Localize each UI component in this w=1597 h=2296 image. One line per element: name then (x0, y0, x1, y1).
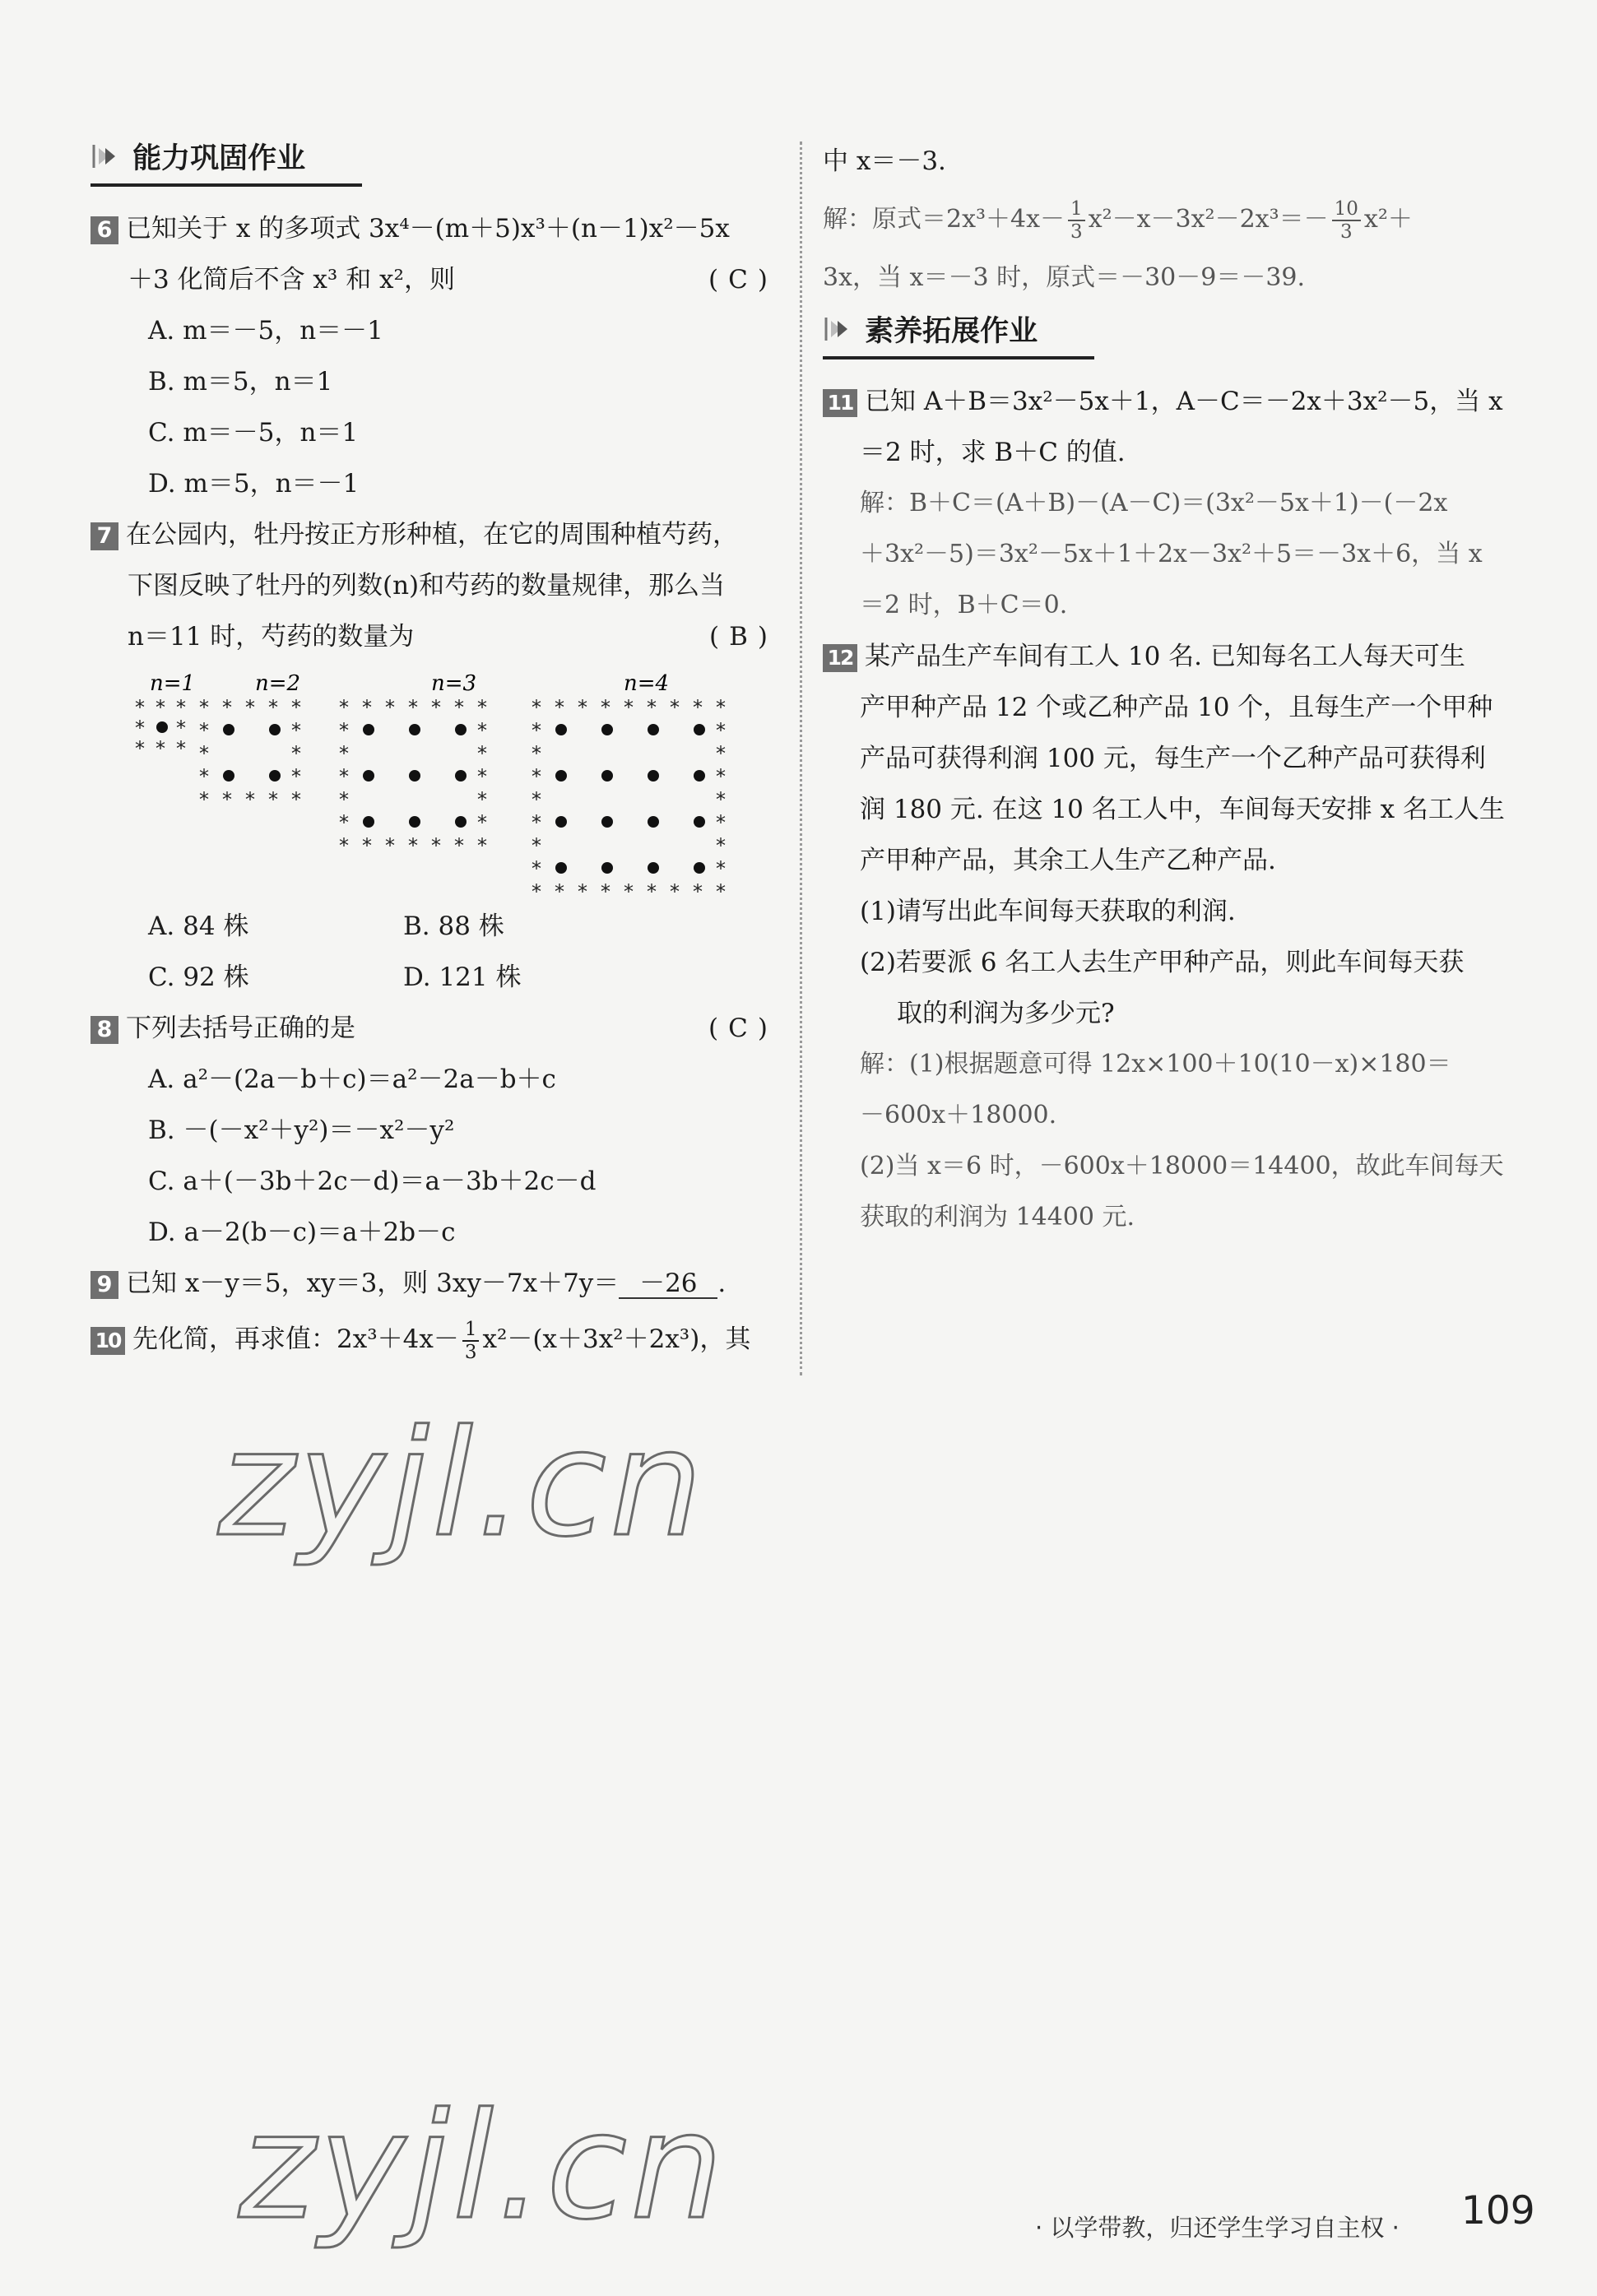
peony-dot (363, 770, 374, 782)
peony-herb-star: * (477, 719, 487, 742)
peony-dot (363, 724, 374, 735)
q6-option-a: A. m＝－5，n＝－1 (148, 316, 383, 346)
footer-motto: · 以学带教，归还学生学习自主权 · (1035, 2214, 1400, 2242)
peony-dot (648, 770, 659, 782)
peony-herb-star: * (532, 765, 541, 788)
peony-dot (555, 816, 567, 828)
q7-stem-line1: 7 在公园内，牡丹按正方形种植，在它的周围种植芍药， (91, 509, 778, 560)
arrow-icon (823, 313, 856, 346)
peony-herb-star: * (532, 696, 541, 719)
q7-option-c: C. 92 株 (148, 962, 249, 992)
peony-herb-star: * (222, 696, 232, 719)
q11-solution-line1: 解：B＋C＝(A＋B)－(A－C)＝(3x²－5x＋1)－(－2x (860, 489, 1448, 517)
peony-dot (156, 721, 168, 733)
peony-herb-star: * (199, 719, 209, 742)
peony-herb-star: * (532, 719, 541, 742)
peony-herb-star: * (362, 696, 372, 719)
peony-dot (648, 724, 659, 735)
q8-option-b: B. －(－x²＋y²)＝－x²－y² (148, 1116, 455, 1145)
q6-option-d: D. m＝5，n＝－1 (148, 469, 360, 499)
peony-herb-star: * (291, 696, 301, 719)
q12-stem-line5: 产甲种产品，其余工人生产乙种产品. (860, 846, 1276, 875)
section-title: 素养拓展作业 (865, 315, 1038, 348)
peony-herb-star: * (245, 696, 255, 719)
peony-herb-star: * (199, 696, 209, 719)
peony-herb-star: * (431, 834, 441, 857)
peony-dot (648, 862, 659, 874)
peony-herb-star: * (454, 696, 464, 719)
watermark: zyjl.cn (239, 2081, 727, 2252)
q12-solution-line2: －600x＋18000. (860, 1101, 1057, 1129)
peony-herb-star: * (339, 742, 349, 765)
watermark: zyjl.cn (218, 1398, 706, 1569)
q8-option-d: D. a－2(b－c)＝a＋2b－c (148, 1218, 456, 1247)
peony-dot (601, 816, 613, 828)
section-header-consolidation (91, 136, 778, 202)
q6-option-c: C. m＝－5，n＝1 (148, 418, 359, 448)
peony-dot (409, 724, 420, 735)
peony-herb-star: * (156, 696, 165, 719)
q11-stem-line1: 11 已知 A＋B＝3x²－5x＋1，A－C＝－2x＋3x²－5，当 x (823, 376, 1514, 427)
peony-dot (694, 862, 705, 874)
peony-herb-star: * (268, 788, 278, 811)
peony-herb-star: * (385, 696, 395, 719)
q12-part2-line1: (2)若要派 6 名工人去生产甲种产品，则此车间每天获 (860, 948, 1465, 977)
peony-herb-star: * (477, 765, 487, 788)
peony-dot (269, 770, 281, 782)
figure-label-n4: n=4 (624, 672, 670, 696)
peony-dot (555, 770, 567, 782)
peony-herb-star: * (339, 719, 349, 742)
peony-herb-star: * (555, 696, 564, 719)
q12-stem-line3: 产品可获得利润 100 元，每生产一个乙种产品可获得利 (860, 744, 1486, 773)
q12-part2-line2: 取的利润为多少元? (897, 999, 1115, 1028)
q7-option-d: D. 121 株 (403, 962, 522, 992)
peony-herb-star: * (339, 696, 349, 719)
q11-stem-line2: ＝2 时，求 B＋C 的值. (860, 438, 1126, 467)
q8-option-a: A. a²－(2a－b＋c)＝a²－2a－b＋c (148, 1065, 556, 1094)
peony-herb-star: * (624, 880, 634, 894)
peony-herb-star: * (716, 880, 726, 894)
peony-herb-star: * (222, 788, 232, 811)
question-number: 10 (91, 1327, 125, 1355)
peony-herb-star: * (362, 834, 372, 857)
peony-herb-star: * (408, 834, 418, 857)
q12-solution-line1: 解：(1)根据题意可得 12x×100＋10(10－x)×180＝ (860, 1050, 1451, 1078)
peony-herb-star: * (477, 834, 487, 857)
page-number: 109 (1461, 2188, 1535, 2233)
peony-herb-star: * (339, 765, 349, 788)
peony-herb-star: * (532, 880, 541, 894)
peony-herb-star: * (693, 880, 703, 894)
peony-herb-star: * (532, 788, 541, 811)
q9-stem: 9 已知 x－y＝5，xy＝3，则 3xy－7x＋7y＝ －26 . (91, 1258, 778, 1309)
figure-label-n2: n=2 (255, 672, 301, 696)
peony-herb-star: * (176, 717, 186, 740)
peony-herb-star: * (477, 788, 487, 811)
fraction: $\frac{10}{3}$ (1332, 198, 1361, 243)
peony-dot (455, 770, 467, 782)
left-column (91, 136, 778, 1370)
peony-dot (223, 724, 234, 735)
peony-dot (694, 770, 705, 782)
peony-herb-star: * (716, 742, 726, 765)
peony-herb-star: * (176, 696, 186, 719)
q7-stem-line2: 下图反映了牡丹的列数(n)和芍药的数量规律，那么当 (128, 571, 726, 601)
peony-dot (555, 724, 567, 735)
peony-dot (223, 770, 234, 782)
peony-dot (269, 724, 281, 735)
peony-herb-star: * (716, 834, 726, 857)
q12-stem-line1: 12 某产品生产车间有工人 10 名. 已知每名工人每天可生 (823, 631, 1514, 682)
q6-option-b: B. m＝5，n＝1 (148, 367, 333, 397)
peony-herb-star: * (624, 696, 634, 719)
peony-herb-star: * (135, 737, 145, 760)
q8-option-c: C. a＋(－3b＋2c－d)＝a－3b＋2c－d (148, 1167, 597, 1196)
peony-herb-star: * (555, 880, 564, 894)
peony-herb-star: * (339, 811, 349, 834)
peony-dot (555, 862, 567, 874)
peony-herb-star: * (245, 788, 255, 811)
peony-dot (601, 770, 613, 782)
q10-solution-line1: 解：原式＝2x³＋4x－ $\frac{1}{3}$ x²－x－3x²－2x³＝－ $\frac{10}{3}$ x²＋ (823, 198, 1413, 243)
peony-dot (648, 816, 659, 828)
peony-dot (363, 816, 374, 828)
question-number: 8 (91, 1016, 118, 1044)
column-divider (800, 141, 802, 1375)
q12-solution-line3: (2)当 x＝6 时，－600x＋18000＝14400，故此车间每天 (860, 1152, 1504, 1180)
peony-herb-star: * (716, 765, 726, 788)
section-header-extension (823, 308, 1514, 374)
peony-herb-star: * (176, 737, 186, 760)
peony-dot (455, 724, 467, 735)
q6-stem-line1: 6 已知关于 x 的多项式 3x⁴－(m＋5)x³＋(n－1)x²－5x (91, 203, 778, 254)
question-number: 11 (823, 389, 857, 417)
right-column (823, 136, 1514, 1243)
peony-dot (455, 816, 467, 828)
peony-herb-star: * (670, 696, 680, 719)
peony-herb-star: * (578, 696, 587, 719)
peony-herb-star: * (716, 857, 726, 880)
peony-herb-star: * (385, 834, 395, 857)
q10-solution-line2: 3x，当 x＝－3 时，原式＝－30－9＝－39. (823, 263, 1306, 292)
peony-herb-star: * (532, 834, 541, 857)
q7-stem-line3: n＝11 时，芍药的数量为 (B) (91, 611, 778, 662)
peony-dot (694, 724, 705, 735)
peony-herb-star: * (339, 788, 349, 811)
q12-part1: (1)请写出此车间每天获取的利润. (860, 897, 1236, 926)
arrow-icon (91, 140, 123, 173)
q7-options-row1 (91, 901, 778, 952)
fraction: $\frac{1}{3}$ (462, 1319, 480, 1363)
figure-label-n3: n=3 (431, 672, 477, 696)
peony-herb-star: * (291, 765, 301, 788)
peony-herb-star: * (431, 696, 441, 719)
peony-dot (694, 816, 705, 828)
peony-herb-star: * (135, 717, 145, 740)
peony-herb-star: * (532, 857, 541, 880)
q11-solution-line3: ＝2 时，B＋C＝0. (860, 591, 1068, 619)
peony-herb-star: * (578, 880, 587, 894)
q7-option-a: A. 84 株 (148, 911, 249, 941)
q12-solution-line4: 获取的利润为 14400 元. (860, 1203, 1135, 1231)
peony-dot (601, 724, 613, 735)
peony-herb-star: * (716, 811, 726, 834)
q7-options-row2 (91, 952, 778, 1003)
q10-stem: 10 先化简，再求值：2x³＋4x－ $\frac{1}{3}$ x²－(x＋3x²＋2x³)，其 (91, 1309, 778, 1370)
answer-blank: －26 (619, 1269, 717, 1299)
peony-herb-star: * (716, 788, 726, 811)
section-title: 能力巩固作业 (132, 142, 306, 175)
q10-stem-cont: 中 x＝－3. (823, 146, 946, 176)
question-number: 9 (91, 1271, 118, 1299)
peony-herb-star: * (268, 696, 278, 719)
peony-herb-star: * (647, 696, 657, 719)
peony-herb-star: * (291, 719, 301, 742)
q8-stem: 8 下列去括号正确的是 (C) (91, 1003, 778, 1054)
peony-herb-star: * (477, 742, 487, 765)
peony-herb-star: * (408, 696, 418, 719)
answer-paren: (B) (709, 622, 778, 652)
fraction: $\frac{1}{3}$ (1068, 198, 1085, 243)
answer-paren: (C) (708, 265, 778, 295)
answer-paren: (C) (708, 1013, 778, 1043)
peony-herb-star: * (601, 696, 610, 719)
peony-herb-star: * (199, 742, 209, 765)
peony-herb-star: * (454, 834, 464, 857)
peony-dot (409, 816, 420, 828)
peony-herb-star: * (291, 788, 301, 811)
q12-stem-line4: 润 180 元. 在这 10 名工人中，车间每天安排 x 名工人生 (860, 795, 1505, 824)
question-number: 7 (91, 522, 118, 550)
peony-herb-star: * (291, 742, 301, 765)
peony-herb-star: * (339, 834, 349, 857)
q12-stem-line2: 产甲种产品 12 个或乙种产品 10 个，且每生产一个甲种 (860, 693, 1493, 722)
q11-solution-line2: ＋3x²－5)＝3x²－5x＋1＋2x－3x²＋5＝－3x＋6，当 x (860, 540, 1483, 568)
planting-pattern-figure (133, 672, 759, 894)
peony-herb-star: * (199, 788, 209, 811)
figure-label-n1: n=1 (150, 672, 196, 696)
peony-herb-star: * (156, 737, 165, 760)
peony-herb-star: * (532, 811, 541, 834)
q7-option-b: B. 88 株 (403, 911, 504, 941)
peony-herb-star: * (477, 811, 487, 834)
peony-herb-star: * (199, 765, 209, 788)
peony-herb-star: * (716, 719, 726, 742)
peony-herb-star: * (135, 696, 145, 719)
peony-herb-star: * (693, 696, 703, 719)
peony-herb-star: * (647, 880, 657, 894)
peony-herb-star: * (532, 742, 541, 765)
peony-dot (601, 862, 613, 874)
q6-stem-line2: ＋3 化简后不含 x³ 和 x²，则 (C) (91, 254, 778, 305)
peony-dot (409, 770, 420, 782)
question-number: 12 (823, 644, 857, 672)
peony-herb-star: * (477, 696, 487, 719)
peony-herb-star: * (716, 696, 726, 719)
peony-herb-star: * (601, 880, 610, 894)
peony-herb-star: * (670, 880, 680, 894)
question-number: 6 (91, 216, 118, 244)
